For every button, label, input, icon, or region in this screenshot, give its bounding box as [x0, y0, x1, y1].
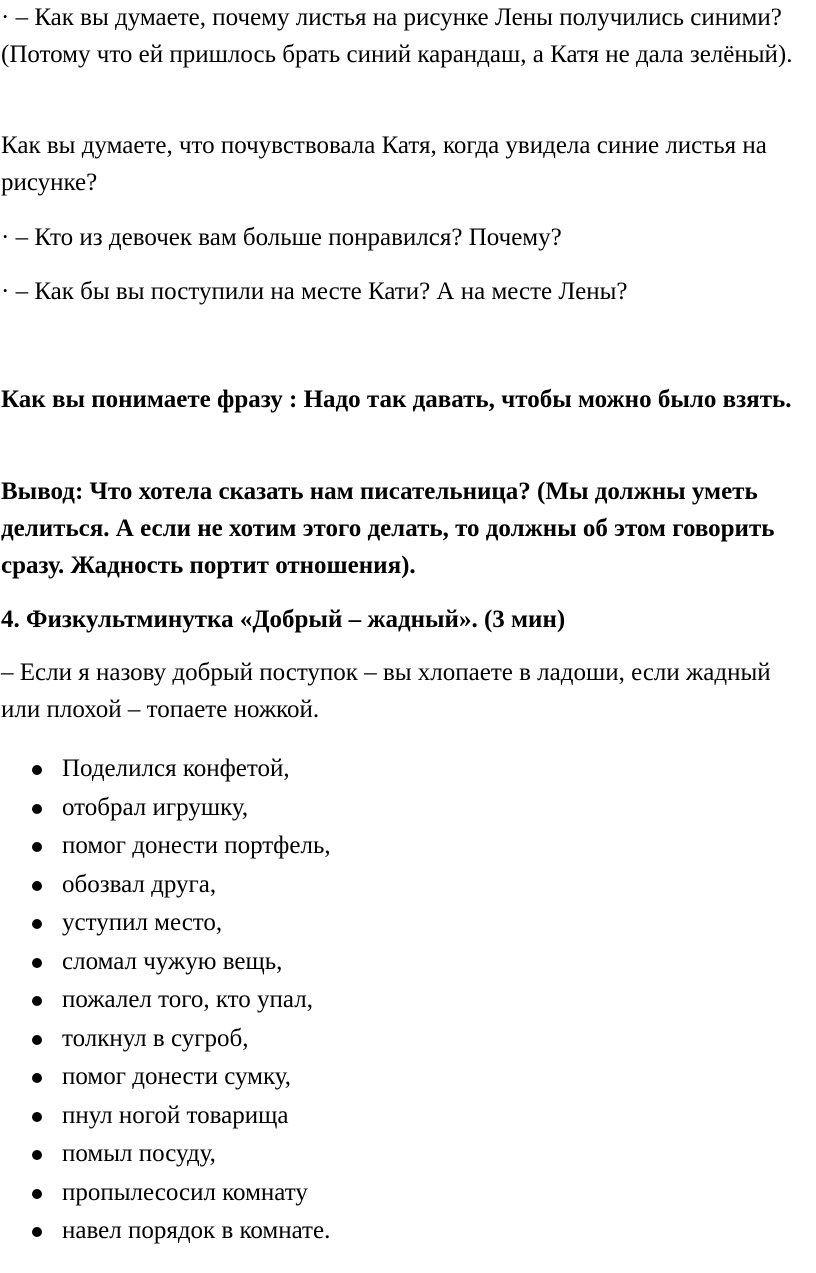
instructions-paragraph: – Если я назову добрый поступок – вы хлопаете в ладоши, если жадный или плохой – топаете ножкой. — [1, 659, 771, 723]
list-item — [0, 1176, 331, 1215]
bullet-icon — [32, 1227, 42, 1237]
list-item — [0, 1214, 331, 1253]
list-item — [0, 829, 331, 868]
list-item-label: сломал чужую вещь, — [62, 947, 283, 975]
list-item-label: толкнул в сугроб, — [62, 1024, 249, 1052]
list-item-label: помог донести сумку, — [62, 1063, 291, 1090]
actions-list — [0, 752, 331, 1253]
list-item-label: уступил место, — [62, 909, 223, 936]
list-item-label: обозвал друга, — [62, 870, 217, 898]
list-item — [0, 1137, 331, 1176]
bullet-icon — [32, 1035, 42, 1045]
bullet-icon — [32, 1112, 42, 1122]
bullet-icon — [32, 1073, 42, 1083]
list-item — [0, 791, 331, 830]
section-heading: 4. Физкультминутка «Добрый – жадный». (3 мин) — [1, 606, 566, 633]
bullet-icon — [32, 1189, 42, 1199]
bullet-icon — [32, 765, 42, 775]
list-item-label: помог донести портфель, — [62, 832, 331, 859]
list-item-label: пнул ногой товарища — [62, 1101, 289, 1129]
question-paragraph-2: Как вы думаете, что почувствовала Катя, когда увидела синие листья на рисунке? — [1, 132, 767, 196]
bullet-icon — [32, 842, 42, 852]
question-paragraph-3: · – Кто из девочек вам больше понравился? Почему? — [1, 224, 562, 251]
list-item — [0, 1099, 331, 1138]
list-item-label: помыл посуду, — [62, 1140, 216, 1167]
list-item-label: пропылесосил комнату — [62, 1178, 308, 1206]
list-item — [0, 906, 331, 945]
phrase-question: Как вы понимаете фразу : Надо так давать, чтобы можно было взять. — [1, 386, 792, 413]
list-item-label: навел порядок в комнате. — [62, 1217, 331, 1244]
bullet-icon — [32, 919, 42, 929]
conclusion-paragraph: Вывод: Что хотела сказать нам писательница? (Мы должны уметь делиться. А если не хотим этого делать, то должны об этом говорить сразу. Жадность портит отношения). — [1, 478, 775, 579]
list-item — [0, 752, 331, 791]
question-paragraph-1: · – Как вы думаете, почему листья на рисунке Лены получились синими? (Потому что ей пришлось брать синий карандаш, а Катя не дала зелёный). — [1, 4, 793, 68]
bullet-icon — [32, 958, 42, 968]
list-item-label: отобрал игрушку, — [62, 793, 249, 821]
list-item-label: пожалел того, кто упал, — [62, 986, 313, 1013]
list-item — [0, 945, 331, 984]
question-paragraph-4: · – Как бы вы поступили на месте Кати? А на месте Лены? — [1, 278, 628, 305]
list-item — [0, 1060, 331, 1099]
bullet-icon — [32, 881, 42, 891]
bullet-icon — [32, 996, 42, 1006]
list-item-label: Поделился конфетой, — [62, 755, 290, 782]
list-item — [0, 868, 331, 907]
list-item — [0, 1022, 331, 1061]
bullet-icon — [32, 804, 42, 814]
bullet-icon — [32, 1150, 42, 1160]
list-item — [0, 983, 331, 1022]
